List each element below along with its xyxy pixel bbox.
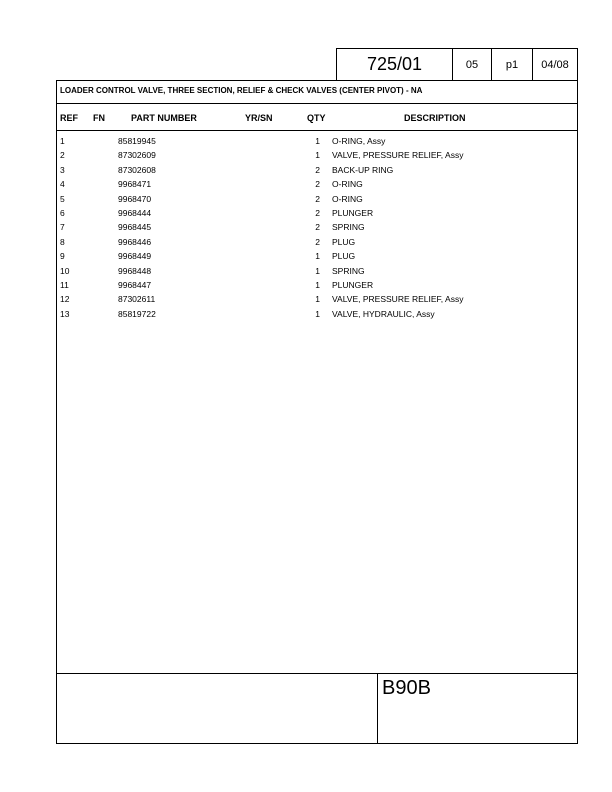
section-number: [336, 48, 453, 81]
ref-cell: 1: [60, 136, 65, 146]
description-cell: O-RING, Assy: [332, 136, 386, 146]
ref-cell: 12: [60, 294, 70, 305]
part-number-cell: 9968448: [118, 265, 152, 276]
page-title: LOADER CONTROL VALVE, THREE SECTION, RELIEF & CHECK VALVES (CENTER PIVOT) - NA: [60, 86, 423, 95]
table-row: [0, 251, 612, 265]
description-cell: SPRING: [332, 222, 365, 233]
ref-cell: 10: [60, 265, 70, 276]
qty-cell: 1: [315, 136, 320, 146]
title-divider: [56, 103, 578, 104]
ref-cell: 11: [60, 279, 69, 290]
description-cell: SPRING: [332, 265, 365, 276]
qty-cell: 2: [315, 164, 320, 175]
part-number-cell: 9968470: [118, 193, 152, 204]
qty-cell: 2: [315, 193, 320, 204]
subsection-number-text: 05: [465, 58, 479, 71]
ref-cell: 6: [60, 207, 65, 218]
part-number-cell: 9968444: [118, 207, 152, 218]
part-number-cell: 87302608: [118, 164, 156, 175]
table-row: [0, 179, 612, 193]
page-number: [491, 48, 533, 81]
qty-cell: 1: [315, 279, 320, 290]
description-cell: PLUG: [332, 251, 356, 262]
footer-column-divider: [377, 673, 378, 744]
ref-cell: 5: [60, 193, 65, 204]
qty-cell: 1: [315, 150, 320, 161]
header-divider: [56, 130, 578, 131]
description-cell: BACK-UP RING: [332, 164, 394, 175]
description-cell: PLUNGER: [332, 207, 374, 218]
part-number-cell: 9968471: [118, 179, 152, 190]
ref-cell: 3: [60, 164, 65, 175]
table-row: [0, 194, 612, 208]
ref-cell: 8: [60, 236, 65, 247]
description-cell: VALVE, PRESSURE RELIEF, Assy: [332, 150, 464, 161]
section-number-text: 725/01: [366, 54, 423, 74]
qty-cell: 1: [315, 265, 320, 276]
column-header-part-number: PART NUMBER: [131, 113, 197, 123]
column-header-fn: FN: [93, 113, 105, 123]
description-cell: PLUG: [332, 236, 356, 247]
column-header-qty: QTY: [307, 113, 326, 123]
subsection-number: [452, 48, 492, 81]
part-number-cell: 87302611: [118, 294, 156, 305]
table-row: [0, 222, 612, 236]
revision-date: [532, 48, 578, 81]
table-row: [0, 208, 612, 222]
part-number-cell: 87302609: [118, 150, 156, 161]
table-row: [0, 150, 612, 164]
table-row: [0, 294, 612, 308]
ref-cell: 2: [60, 150, 65, 161]
table-row: [0, 280, 612, 294]
table-row: [0, 266, 612, 280]
table-row: [0, 237, 612, 251]
qty-cell: 1: [315, 294, 320, 305]
part-number-cell: 9968445: [118, 222, 152, 233]
part-number-cell: 9968447: [118, 279, 152, 290]
model-name: B90B: [382, 677, 431, 699]
qty-cell: 2: [315, 222, 320, 233]
qty-cell: 2: [315, 207, 320, 218]
qty-cell: 2: [315, 179, 320, 190]
description-cell: VALVE, PRESSURE RELIEF, Assy: [332, 294, 464, 305]
part-number-cell: 9968449: [118, 251, 152, 262]
part-number-cell: 85819945: [118, 136, 156, 146]
qty-cell: 1: [315, 308, 320, 319]
qty-cell: 1: [315, 251, 320, 262]
parts-table-body: [0, 136, 612, 323]
page-number-text: p1: [505, 58, 519, 71]
table-row: [0, 309, 612, 323]
column-header-description: DESCRIPTION: [404, 113, 466, 123]
description-cell: O-RING: [332, 193, 363, 204]
description-cell: PLUNGER: [332, 279, 374, 290]
ref-cell: 4: [60, 179, 65, 190]
qty-cell: 2: [315, 236, 320, 247]
column-header-yr-sn: YR/SN: [245, 113, 273, 123]
part-number-cell: 9968446: [118, 236, 152, 247]
ref-cell: 7: [60, 222, 65, 233]
ref-cell: 13: [60, 308, 70, 319]
part-number-cell: 85819722: [118, 308, 156, 319]
table-row: [0, 136, 612, 150]
table-row: [0, 165, 612, 179]
description-cell: O-RING: [332, 179, 363, 190]
column-header-ref: REF: [60, 113, 78, 123]
footer-divider: [56, 673, 578, 674]
ref-cell: 9: [60, 251, 65, 262]
revision-date-text: 04/08: [541, 58, 569, 71]
description-cell: VALVE, HYDRAULIC, Assy: [332, 308, 435, 319]
